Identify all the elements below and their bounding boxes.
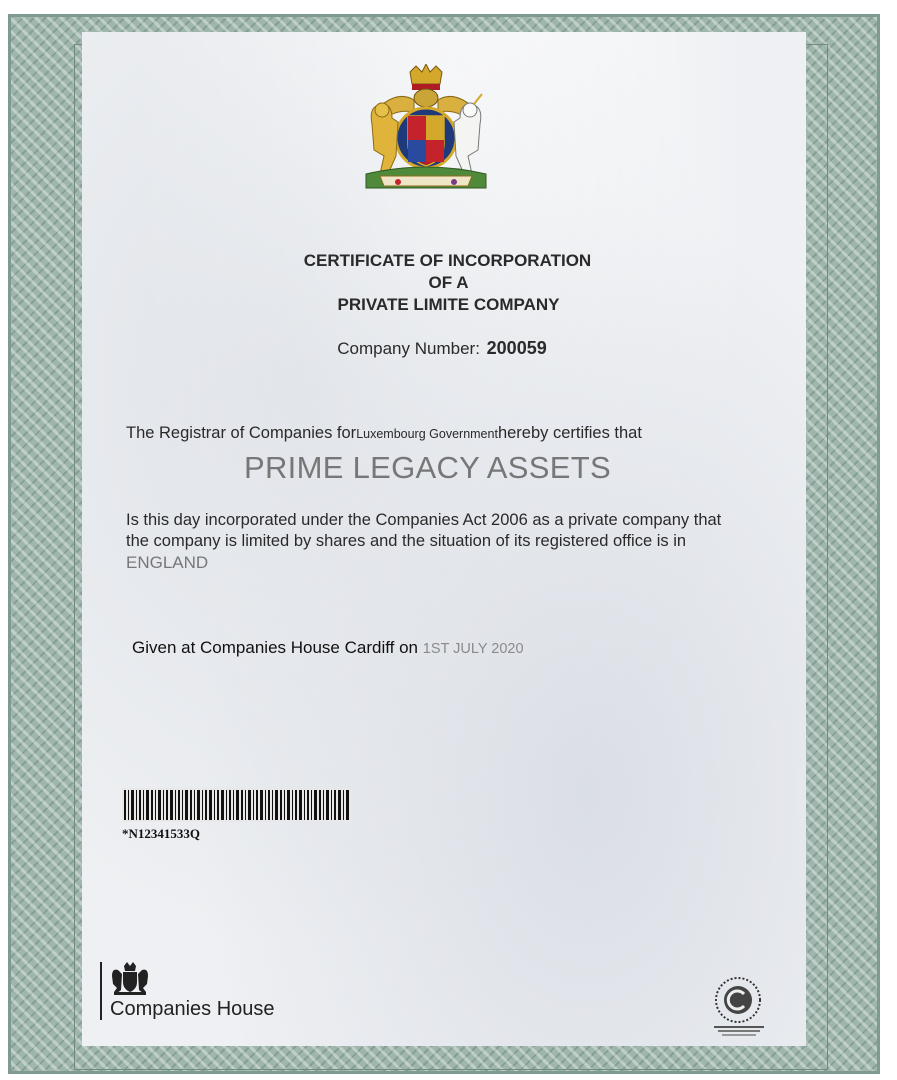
incorporation-text: Is this day incorporated under the Companies Act 2006 as a private company that the company is limited by shares and the situation of its registered office is in <box>126 511 722 550</box>
certificate-title-line2: OF A <box>428 273 469 292</box>
company-number-label: Company Number: <box>337 339 480 358</box>
certificate-title-line3: PRIVATE LIMITE COMPANY <box>337 295 560 314</box>
given-statement <box>132 638 524 658</box>
companies-house-name: Companies House <box>110 998 275 1020</box>
registrar-suffix: hereby certifies that <box>497 424 642 442</box>
company-name: PRIME LEGACY ASSETS <box>244 450 611 485</box>
registrar-government: Luxembourg Government <box>356 427 498 441</box>
companies-house-crest-icon <box>110 962 150 996</box>
certificate-title-line1: CERTIFICATE OF INCORPORATION <box>303 251 592 270</box>
companies-house-divider <box>100 962 102 1020</box>
company-number-row <box>0 338 884 359</box>
registrar-statement <box>126 424 642 443</box>
given-date: 1ST JULY 2020 <box>422 641 524 657</box>
registrar-prefix: The Registrar of Companies for <box>126 424 357 442</box>
barcode-text: *N12341533Q <box>122 826 200 841</box>
given-text: Given at Companies House Cardiff on <box>132 638 419 657</box>
barcode <box>122 788 352 822</box>
official-seal-icon <box>708 972 776 1038</box>
royal-coat-of-arms-icon <box>358 64 494 196</box>
company-number-value: 200059 <box>486 338 547 358</box>
registered-country: ENGLAND <box>126 553 209 572</box>
incorporation-statement <box>126 510 726 574</box>
